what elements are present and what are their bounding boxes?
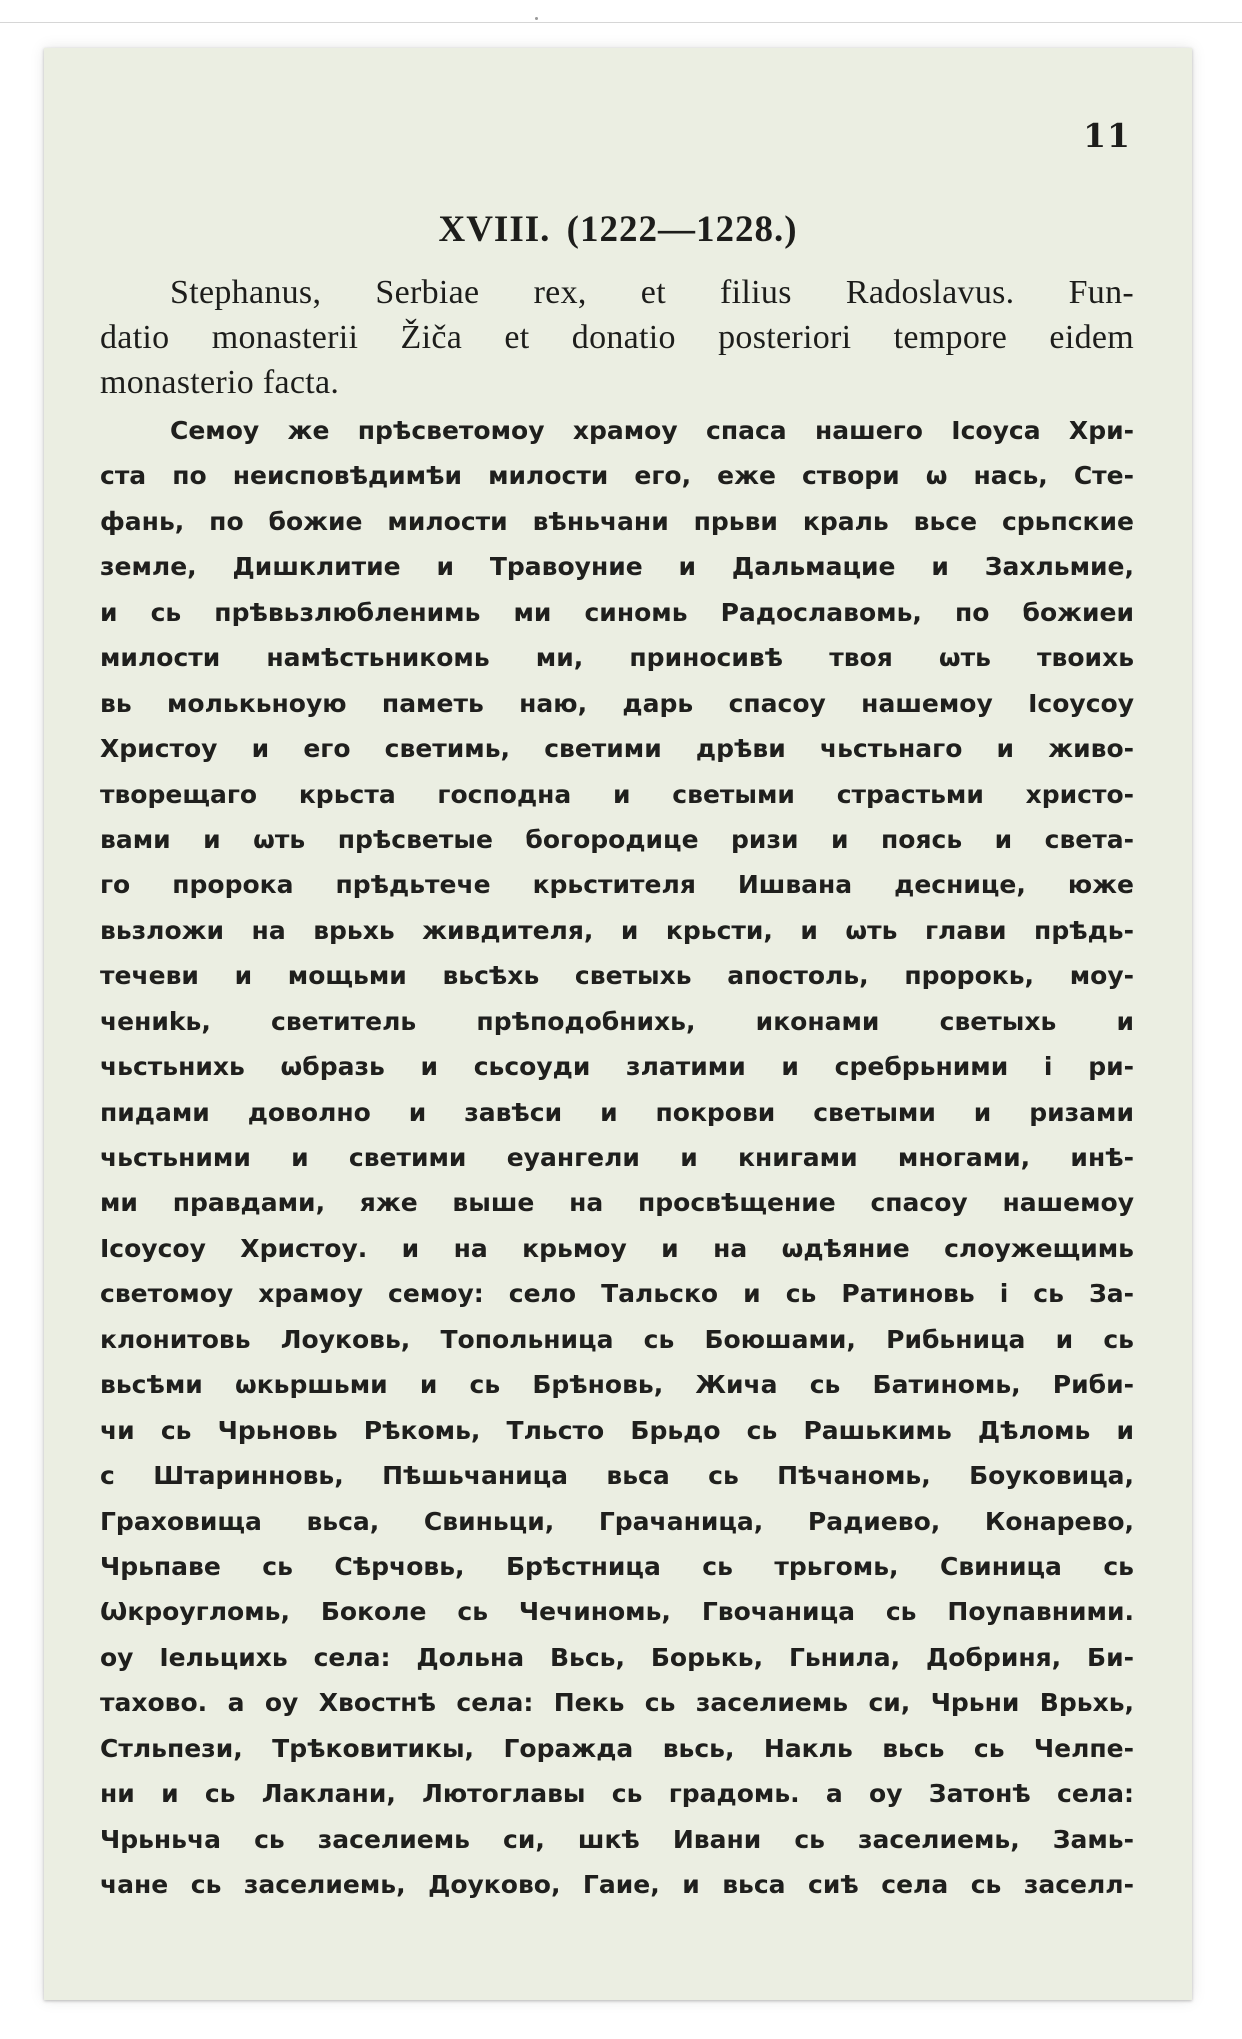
text-line: Граховища вьса, Свиньци, Грачаница, Радиево, Конарево, <box>100 1506 1134 1536</box>
text-line: течеви и мощьми вьсѣхь светыхь апостоль, пророкь, моу- <box>100 961 1134 991</box>
text-line: Ісоусоу Христоу. и на крьмоу и на ѡдѣяние слоужещимь <box>100 1233 1134 1263</box>
text-line: вами и ѡть прѣсветые богородице ризи и поясь и света- <box>100 824 1134 854</box>
summary-line: Stephanus, Serbiae rex, et filius Radoslavus. Fun- <box>170 274 1134 311</box>
text-line: чи сь Чрьновь Рѣкомь, Тльсто Брьдо сь Рашькимь Дѣломь и <box>100 1415 1134 1445</box>
text-line: Стльпези, Трѣковитикы, Горажда вьсь, Накль вьсь сь Челпе- <box>100 1733 1134 1763</box>
text-line: творещаго крьста господна и светыми страстьми христо- <box>100 779 1134 809</box>
text-line: оу Іельцихь села: Дольна Вьсь, Борькь, Гьнила, Добриня, Би- <box>100 1642 1134 1672</box>
page-number: 11 <box>1083 116 1131 155</box>
text-line: вьзложи на врьхь живдителя, и крьсти, и ѡть глави прѣдь- <box>100 915 1134 945</box>
text-line: вь молькьноую паметь наю, дарь спасоу нашемоу Ісоусоу <box>100 688 1134 718</box>
summary-line: monasterio facta. <box>100 364 340 401</box>
toolbar-dot <box>535 17 538 20</box>
charter-text <box>100 408 1134 1907</box>
text-line: ни и сь Лаклани, Лютоглавы сь градомь. а оу Затонѣ села: <box>100 1779 1134 1809</box>
text-line: Чрьньча сь заселиемь си, шкѣ Ивани сь заселиемь, Замь- <box>100 1824 1134 1854</box>
document-heading: XVIII. (1222—1228.) <box>438 209 798 250</box>
text-line: с Штаринновь, Пѣшьчаница вьса сь Пѣчаномь, Боуковица, <box>100 1461 1134 1491</box>
text-line: ми правдами, яже выше на просвѣщение спасоу нашемоу <box>100 1188 1134 1218</box>
summary-line: datio monasterii Žiča et donatio posteriori tempore eidem <box>100 319 1134 356</box>
text-line: чане сь заселиемь, Доуково, Гаие, и вьса сиѣ села сь заселл- <box>100 1870 1134 1899</box>
text-line: тахово. а оу Хвостнѣ села: Пекь сь заселиемь си, Чрьни Врьхь, <box>100 1688 1134 1718</box>
text-line: и сь прѣвьзлюбленимь ми синомь Радославомь, по божиеи <box>100 597 1134 627</box>
text-line: светомоу храмоу семоу: село Тальско и сь Ратиновь і сь За- <box>100 1279 1134 1309</box>
text-line: Семоу же прѣсветомоу храмоу спаса нашего Ісоуса Хри- <box>170 416 1134 445</box>
text-line: милости намѣстьникомь ми, приносивѣ твоя ѡть твоихь <box>100 643 1134 673</box>
text-line: го пророка прѣдьтече крьстителя Ишвана деснице, юже <box>100 870 1134 900</box>
text-line: Христоу и его светимь, светими дрѣви чьстьнаго и живо- <box>100 734 1134 764</box>
text-line: чьстьнихь ѡбразь и сьсоуди златими и сребрьними і ри- <box>100 1052 1134 1082</box>
text-line: чьстьними и светими еуангели и книгами многами, инѣ- <box>100 1143 1134 1172</box>
latin-summary <box>100 270 1134 405</box>
text-line: Чрьпаве сь Сѣрчовь, Брѣстница сь трьгомь, Свиница сь <box>100 1551 1134 1581</box>
text-line: ста по неисповѣдимѣи милости его, еже створи ѡ нась, Сте- <box>100 461 1134 491</box>
text-line: пидами доволно и завѣси и покрови светыми и ризами <box>100 1097 1134 1127</box>
toolbar-divider <box>0 22 1242 23</box>
text-line: Ѡкроугломь, Боколе сь Чечиномь, Гвочаница сь Поупавними. <box>100 1597 1134 1627</box>
text-line: фань, по божие милости вѣньчани прьви краль вьсе срьпские <box>100 506 1134 536</box>
text-line: чениkь, светитель прѣподобнихь, иконами светыхь и <box>100 1006 1134 1036</box>
text-line: земле, Дишклитие и Травоуние и Дальмацие и Захльмие, <box>100 552 1134 582</box>
text-line: вьсѣми ѡкьршьми и сь Брѣновь, Жича сь Батиномь, Риби- <box>100 1370 1134 1400</box>
text-line: клонитовь Лоуковь, Топольница сь Боюшами, Рибьница и сь <box>100 1324 1134 1354</box>
scanned-page <box>44 48 1192 2000</box>
